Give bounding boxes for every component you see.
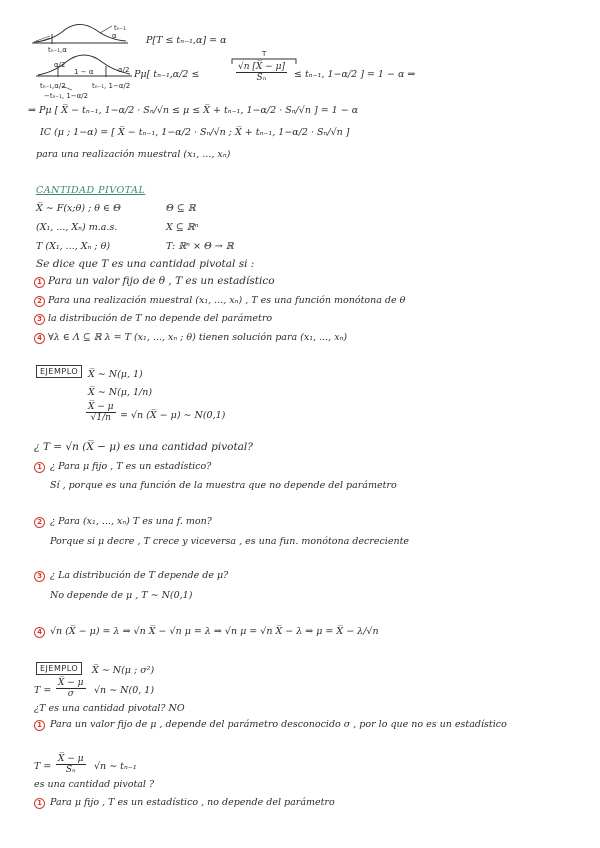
definition-line-2a: (X₁, ..., Xₙ) m.a.s. [36,222,118,233]
equation-1: P[T ≤ tₙ₋₁,α] = α [146,35,227,46]
example-1-a1: Sí , porque es una función de la muestra que no depende del parámetro [50,480,397,491]
graph2-left-label: tₙ₋₁,α/2 [40,82,66,90]
example-1-q2: ¿ Para (x₁, ..., xₙ) T es una f. mon? [50,516,212,527]
property-1: Para un valor fijo de θ , T es un estadístico [48,275,275,287]
example-2-num-2: 1 [34,798,45,809]
item-number-2: 2 [34,296,45,307]
example-1-q1: ¿ Para μ fijo , T es un estadístico? [50,461,212,472]
definition-intro: Se dice que T es una cantidad pivotal si : [36,258,255,270]
example-1-num-4: 4 [34,627,45,638]
example-1-num-3: 3 [34,571,45,582]
example-1-line-1: X̅ ∼ N(μ, 1) [88,369,143,380]
example-2-a1: Para un valor fijo de μ , depende del parámetro desconocido σ , por lo que no es un estadístico [50,719,507,730]
definition-line-3a: T (X₁, ..., Xₙ ; θ) [36,241,111,252]
example-1-num-1: 1 [34,462,45,473]
equation-2-denominator: Sₙ [256,73,267,83]
property-4: ∀λ ∈ Λ ⊆ ℝ λ = T (x₁, ..., xₙ ; θ) tienen solución para (x₁, ..., xₙ) [48,332,348,343]
graph2-right-label: tₙ₋₁, 1−α/2 [92,82,131,90]
section-heading: CANTIDAD PIVOTAL [36,185,146,196]
graph1-right-label: tₙ₋₁ [114,24,127,32]
example-2-line-1: X̅ ∼ N(μ ; σ²) [92,665,155,676]
graph2-alpha-left: α/2 [54,61,66,69]
example-1-q4: √n (X̅ − μ) = λ ⇒ √n X̅ − √n μ = λ ⇒ √n μ = √n X̅ − λ ⇒ μ = X̅ − λ/√n [50,626,379,637]
graph2-alpha-right: α/2 [118,66,130,74]
example-1-q3: ¿ La distribución de T depende de μ? [50,570,229,581]
realization-note: para una realización muestral (x₁, ..., xₙ) [36,149,231,160]
item-number-3: 3 [34,314,45,325]
example-1-label: EJEMPLO [36,365,82,378]
example-1-num-2: 2 [34,517,45,528]
definition-line-2b: X ⊆ ℝⁿ [166,222,199,233]
example-2-fraction [56,678,86,699]
example-2-question: ¿T es una cantidad pivotal? NO [34,703,185,714]
example-2-T-eq-2: T = [34,761,52,772]
example-1-denominator: √1/n [90,413,111,423]
example-2-numerator: X̅ − μ [58,678,84,688]
example-2-num-1: 1 [34,720,45,731]
example-1-line-3: = √n (X̅ − μ) ∼ N(0,1) [120,410,226,421]
example-2-numerator-2: X̅ − μ [58,754,84,764]
example-1-question: ¿ T = √n (X̅ − μ) es una cantidad pivotal? [34,441,253,453]
example-1-fraction [86,402,116,423]
equation-3: ⇒ Pμ [ X̅ − tₙ₋₁, 1−α/2 · Sₙ/√n ≤ μ ≤ X̅ + tₙ₋₁, 1−α/2 · Sₙ/√n ] = 1 − α [28,105,359,116]
brace-T-label: T [262,50,267,58]
item-number-4: 4 [34,333,45,344]
graph1-critical-label: tₙ₋₁,α [48,46,67,54]
example-1-a2: Porque si μ decre , T crece y viceversa , es una fun. monótona decreciente [50,536,410,547]
example-2-line-3: √n ∼ tₙ₋₁ [94,761,137,772]
equation-2-numerator: √n [X̅ − μ] [238,62,285,72]
equation-2-left: Pμ[ tₙ₋₁,α/2 ≤ [134,69,200,80]
example-2-a2: Para μ fijo , T es un estadístico , no depende del parámetro [50,797,335,808]
example-2-label: EJEMPLO [36,662,82,675]
definition-line-3b: T: ℝⁿ × Θ → ℝ [166,241,234,252]
example-2-line-2: √n ∼ N(0, 1) [94,685,155,696]
definition-line-1a: X̅ ∼ F(x;θ) ; θ ∈ Θ [36,203,121,214]
example-1-a3: No depende de μ , T ∼ N(0,1) [50,590,193,601]
example-2-fraction-2 [56,754,86,775]
equation-4: IC (μ ; 1−α) = [ X̅ − tₙ₋₁, 1−α/2 · Sₙ/√n ; X̅ + tₙ₋₁, 1−α/2 · Sₙ/√n ] [40,127,350,138]
definition-line-1b: Θ ⊆ ℝ [166,203,196,214]
property-2: Para una realización muestral (x₁, ..., xₙ) , T es una función monótona de θ [48,295,406,306]
example-1-numerator: X̅ − μ [88,402,114,412]
equation-2-right: ≤ tₙ₋₁, 1−α/2 ] = 1 − α ⇒ [294,69,416,80]
property-3: la distribución de T no depende del parámetro [48,313,273,324]
example-2-question-2: es una cantidad pivotal ? [34,779,155,790]
equation-2-fraction [236,62,287,83]
example-1-line-2: X̅ ∼ N(μ, 1/n) [88,387,153,398]
example-2-T-eq: T = [34,685,52,696]
graph2-neg-label: −tₙ₋₁, 1−α/2 [44,92,89,100]
example-2-denominator: σ [67,689,74,699]
example-2-denominator-2: Sₙ [65,765,76,775]
graph2-center-label: 1 − α [74,68,94,76]
graph1-alpha-label: α [112,32,117,40]
item-number-1: 1 [34,277,45,288]
